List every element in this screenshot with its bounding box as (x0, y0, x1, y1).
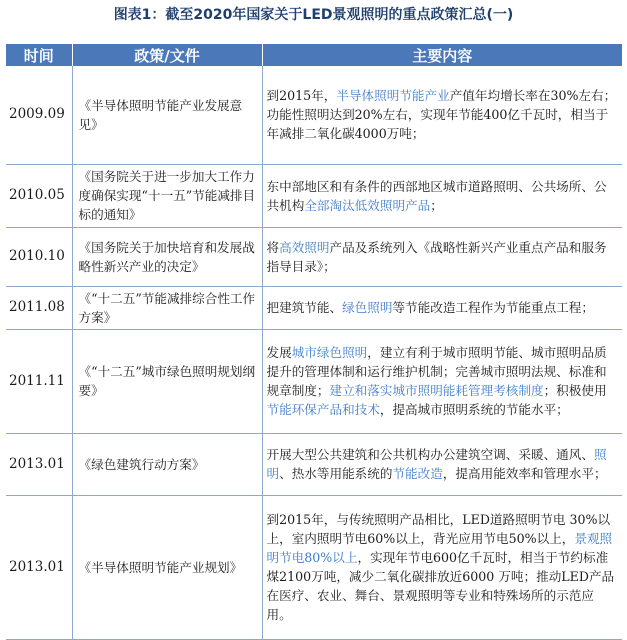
content-text: 开展大型公共建筑和公共机构办公建筑空调、采暖、通风、 (266, 447, 594, 462)
row-policy: 《“十二五”城市绿色照明规划纲要》 (72, 329, 262, 433)
highlight-text: 全部淘汰低效照明产品 (304, 197, 431, 213)
table-row (6, 495, 622, 639)
content-text: 、热水等用能系统的 (279, 466, 393, 481)
row-policy: 《绿色建筑行动方案》 (72, 433, 262, 495)
content-text: 发展 (266, 345, 292, 360)
policy-table (6, 44, 622, 640)
content-text: ；积极使用 (543, 383, 607, 398)
content-text: 产品及系统列入《战略性新兴产业重点产品和服务指导目录》； (266, 239, 607, 274)
row-date: 2011.11 (6, 329, 72, 433)
row-policy: 《“十二五”节能减排综合性工作方案》 (72, 286, 262, 329)
row-date: 2010.10 (6, 227, 72, 286)
highlight-text: 高效照明 (279, 239, 330, 255)
highlight-text: 景观照明节电80%以上 (266, 531, 613, 565)
table-row (6, 66, 622, 164)
row-content (262, 66, 622, 164)
row-date: 2013.01 (6, 495, 72, 639)
highlight-text: 照明 (266, 447, 607, 481)
row-content (262, 329, 622, 433)
highlight-text: 节能环保产品和技术 (266, 402, 380, 417)
table-row (6, 227, 622, 286)
table-row (6, 164, 622, 227)
content-text: ； (430, 197, 443, 213)
chart-title: 图表1：截至2020年国家关于LED景观照明的重点政策汇总(一) (113, 7, 514, 23)
row-policy: 《国务院关于加快培育和发展战略性新兴产业的决定》 (72, 227, 262, 286)
highlight-text: 节能改造 (392, 466, 443, 481)
row-content (262, 286, 622, 329)
content-text: 东中部地区和有条件的西部地区城市道路照明、公共场所、公共机构 (266, 178, 607, 213)
highlight-text: 城市绿色照明 (291, 345, 368, 360)
header-policy: 政策/文件 (72, 44, 262, 66)
content-text: 到2015年，与传统照明产品相比，LED道路照明节电 30%以上，室内照明节电60%以上，背光应用节电50%以上， (266, 512, 611, 546)
header-content: 主要内容 (262, 44, 622, 66)
content-text: 等节能改造工程作为节能重点工程； (392, 300, 594, 315)
content-text: 将 (266, 239, 280, 255)
content-text: ，提高用能效率和管理水平； (442, 466, 607, 481)
table-row (6, 286, 622, 329)
row-content (262, 495, 622, 639)
highlight-text: 建立和落实城市照明能耗管理考核制度 (329, 383, 544, 398)
row-date: 2010.05 (6, 164, 72, 227)
content-text: ，实现年节电600亿千瓦时，相当于节约标准煤2100万吨，减少二氧化碳排放近6000 万吨；推动LED产品在医疗、农业、舞台、景观照明等专业和特殊场所的示范应用。 (266, 550, 615, 622)
row-date: 2013.01 (6, 433, 72, 495)
row-content (262, 433, 622, 495)
highlight-text: 绿色照明 (342, 300, 393, 315)
row-content (262, 164, 622, 227)
row-date: 2011.08 (6, 286, 72, 329)
row-policy: 《半导体照明节能产业规划》 (72, 495, 262, 639)
content-text: 到2015年， (266, 88, 337, 104)
highlight-text: 半导体照明节能产业 (336, 88, 450, 104)
content-text: ，提高城市照明系统的节能水平； (379, 402, 569, 417)
header-date: 时间 (6, 44, 72, 66)
content-text: 产值年均增长率在30%左右；功能性照明达到20%左右，实现年节能400亿千瓦时，相当于年减排二氧化碳4000万吨； (266, 88, 617, 142)
table-row (6, 433, 622, 495)
row-content (262, 227, 622, 286)
row-policy: 《国务院关于进一步加大工作力度确保实现“十一五”节能减排目标的通知》 (72, 164, 262, 227)
row-date: 2009.09 (6, 66, 72, 164)
row-policy: 《半导体照明节能产业发展意见》 (72, 66, 262, 164)
content-text: 把建筑节能、 (266, 300, 343, 315)
table-row (6, 329, 622, 433)
header-row (6, 44, 622, 66)
content-text: ，建立有利于城市照明节能、城市照明品质提升的管理体制和运行维护机制；完善城市照明法规、标准和规章制度； (266, 345, 607, 398)
